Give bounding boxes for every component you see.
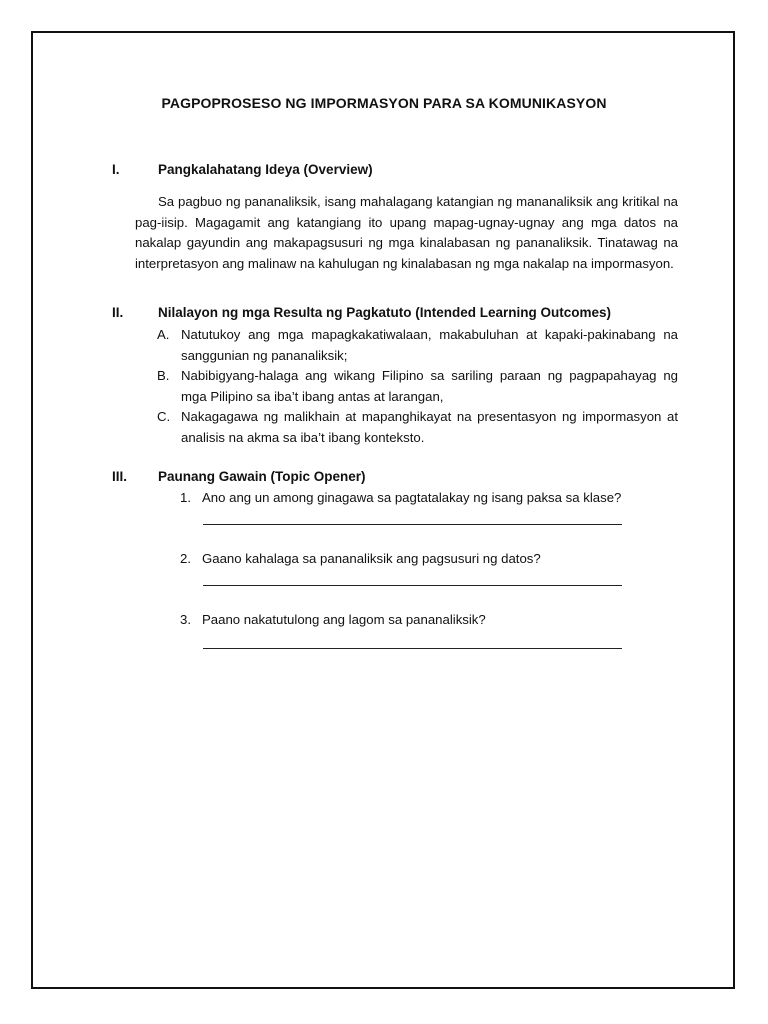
question-text: Ano ang un among ginagawa sa pagtatalakay ng isang paksa sa klase? (202, 490, 622, 505)
outcome-letter: A. (157, 327, 170, 342)
question-text: Paano nakatutulong ang lagom sa pananaliksik? (202, 612, 486, 627)
answer-line-1[interactable] (203, 524, 622, 525)
section-title: Nilalayon ng mga Resulta ng Pagkatuto (Intended Learning Outcomes) (158, 305, 612, 320)
outcome-text: Nakagagawa ng malikhain at mapanghikayat na presentasyon ng impormasyon at analisis na akma sa iba’t ibang konteksto. (181, 409, 678, 445)
outcome-letter: B. (157, 368, 170, 383)
document-title: PAGPOPROSESO NG IMPORMASYON PARA SA KOMUNIKASYON (161, 95, 607, 111)
outcome-text: Nabibigyang-halaga ang wikang Filipino sa sariling paraan ng pagpapahayag ng mga Pilipino sa iba’t ibang antas at larangan, (181, 368, 678, 404)
overview-paragraph: Sa pagbuo ng pananaliksik, isang mahalagang katangian ng mananaliksik ang kritikal na pag-iisip. Magagamit ang katangiang ito upang mapag-ugnay-ugnay ang mga datos na nakalap gayundin ang makapagsusuri ng mga kinalabasan ng pananaliksik. Tinatawag na interpretasyon ang malinaw na kahulugan ng kinalabasan ng mga nakalap na impormasyon. (135, 194, 678, 271)
outcome-letter: C. (157, 409, 171, 424)
section-number: III. (112, 469, 128, 484)
question-number: 3. (180, 612, 191, 627)
question-text: Gaano kahalaga sa pananaliksik ang pagsusuri ng datos? (202, 551, 541, 566)
outcome-text: Natutukoy ang mga mapagkakatiwalaan, makabuluhan at kapaki-pakinabang na sanggunian ng pananaliksik; (181, 327, 678, 363)
answer-line-3[interactable] (203, 648, 622, 649)
section-number: II. (112, 305, 124, 320)
question-number: 2. (180, 551, 191, 566)
section-title: Paunang Gawain (Topic Opener) (158, 469, 366, 484)
answer-line-2[interactable] (203, 585, 622, 586)
section-number: I. (112, 162, 120, 177)
question-number: 1. (180, 490, 191, 505)
section-title: Pangkalahatang Ideya (Overview) (158, 162, 373, 177)
